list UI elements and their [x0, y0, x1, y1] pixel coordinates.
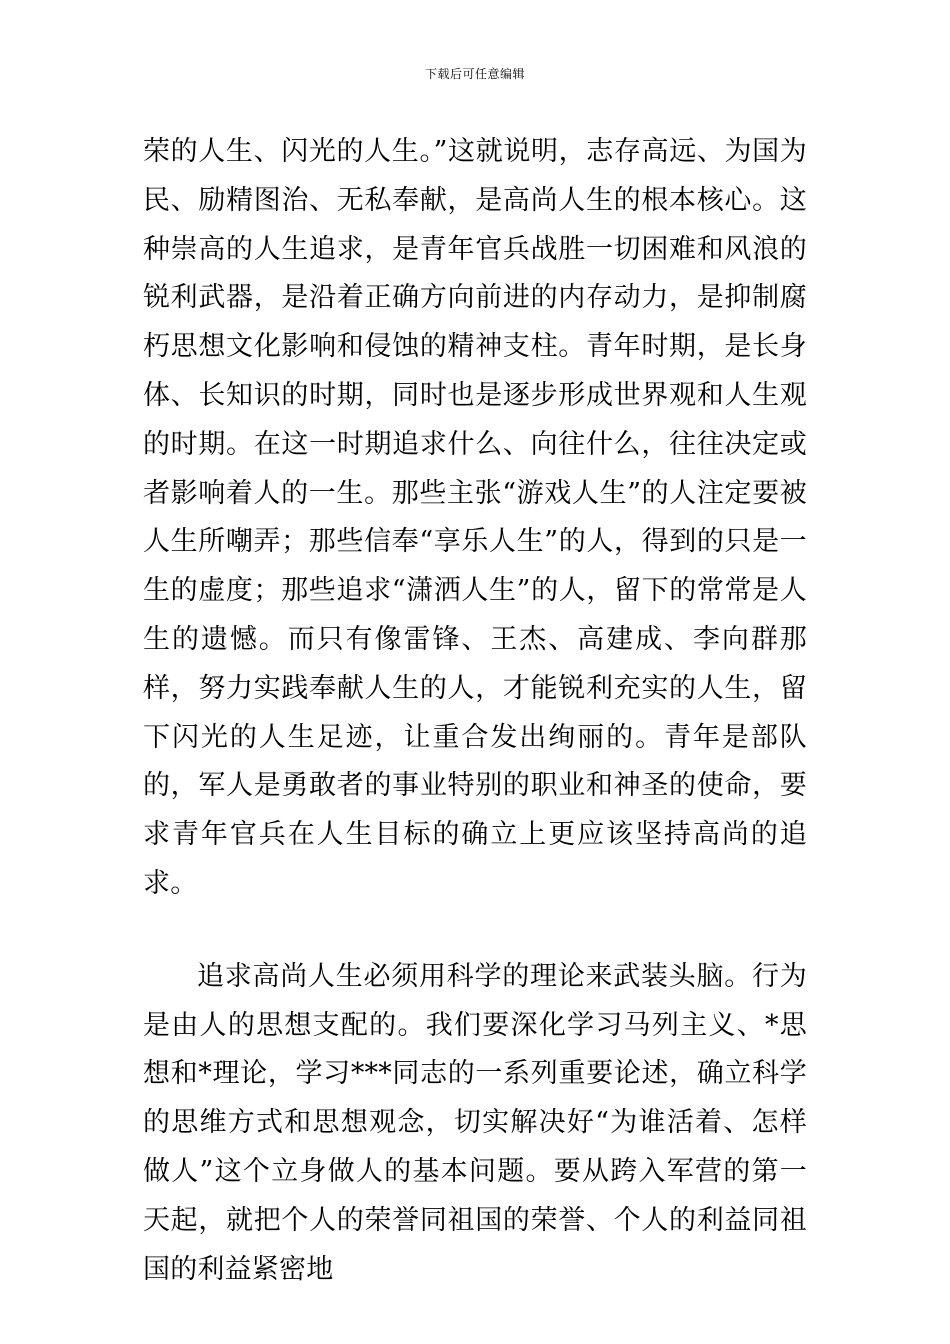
paragraph-2: 追求高尚人生必须用科学的理论来武装头脑。行为是由人的思想支配的。我们要深化学习马列主义、*思想和*理论，学习***同志的一系列重要论述，确立科学的思维方式和思想观念，切实解决好“为谁活着、怎样做人”这个立身做人的基本问题。要从跨入军营的第一天起，就把个人的荣誉同祖国的荣誉、个人的利益同祖国的利益紧密地 [143, 960, 807, 1285]
document-body [143, 128, 807, 1294]
paragraph-1: 荣的人生、闪光的人生。”这就说明，志存高远、为国为民、励精图治、无私奉献，是高尚人生的根本核心。这种崇高的人生追求，是青年官兵战胜一切困难和风浪的锐利武器，是沿着正确方向前进的内存动力，是抑制腐朽思想文化影响和侵蚀的精神支柱。青年时期，是长身体、长知识的时期，同时也是逐步形成世界观和人生观的时期。在这一时期追求什么、向往什么，往往决定或者影响着人的一生。那些主张“游戏人生”的人注定要被人生所嘲弄；那些信奉“享乐人生”的人，得到的只是一生的虚度；那些追求“潇洒人生”的人，留下的常常是人生的遗憾。而只有像雷锋、王杰、高建成、李向群那样，努力实践奉献人生的人，才能锐利充实的人生，留下闪光的人生足迹，让重合发出绚丽的。青年是部队的，军人是勇敢者的事业特别的职业和神圣的使命，要求青年官兵在人生目标的确立上更应该坚持高尚的追求。 [143, 136, 807, 899]
page-header: 下载后可任意编辑 [424, 67, 525, 81]
